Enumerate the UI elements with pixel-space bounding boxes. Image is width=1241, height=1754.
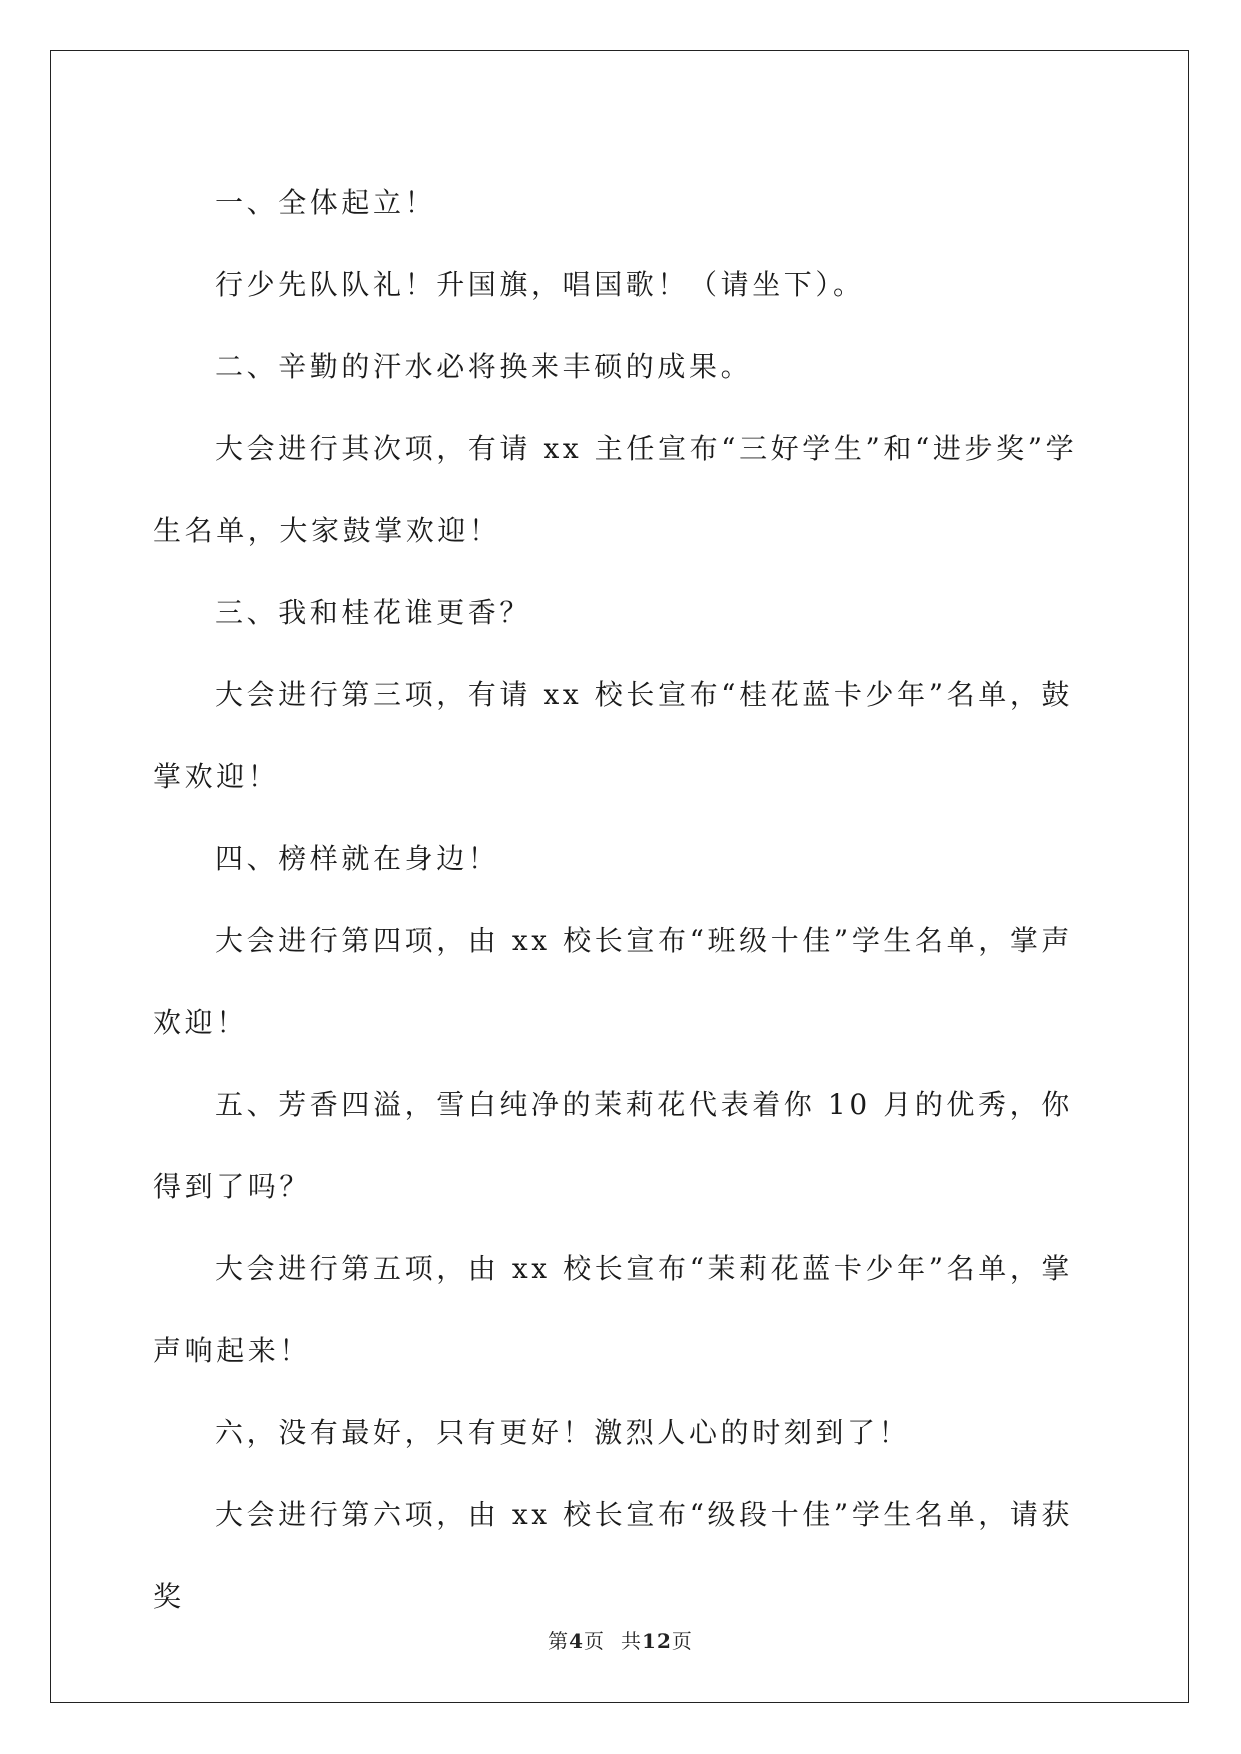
footer-total-word: 页 (671, 1629, 693, 1653)
footer-page-word: 页 (584, 1629, 606, 1653)
paragraph: 四、榜样就在身边！ (215, 842, 500, 875)
current-page-number: 4 (569, 1629, 585, 1653)
total-pages-number: 12 (642, 1629, 672, 1653)
paragraph: 二、辛勤的汗水必将换来丰硕的成果。 (215, 350, 753, 383)
paragraph: 一、全体起立！ (215, 186, 437, 219)
document-body (153, 162, 1093, 1638)
paragraph: 三、我和桂花谁更香？ (215, 596, 532, 629)
paragraph: 五、芳香四溢，雪白纯净的茉莉花代表着你 10 月的优秀，你得到了吗？ (153, 1088, 1073, 1203)
paragraph: 大会进行第三项，有请 xx 校长宣布“桂花蓝卡少年”名单，鼓掌欢迎！ (153, 678, 1074, 793)
paragraph: 大会进行第六项，由 xx 校长宣布“级段十佳”学生名单，请获奖 (153, 1498, 1074, 1613)
footer-total-prefix: 共 (621, 1629, 643, 1653)
page-footer (0, 1625, 1241, 1654)
paragraph: 行少先队队礼！升国旗，唱国歌！（请坐下）。 (215, 268, 865, 301)
paragraph: 大会进行第四项，由 xx 校长宣布“班级十佳”学生名单，掌声欢迎！ (153, 924, 1074, 1039)
paragraph: 大会进行其次项，有请 xx 主任宣布“三好学生”和“进步奖”学生名单，大家鼓掌欢迎！ (153, 432, 1078, 547)
paragraph: 六，没有最好，只有更好！激烈人心的时刻到了！ (215, 1416, 911, 1449)
paragraph: 大会进行第五项，由 xx 校长宣布“茉莉花蓝卡少年”名单，掌声响起来！ (153, 1252, 1074, 1367)
footer-prefix: 第 (548, 1629, 570, 1653)
